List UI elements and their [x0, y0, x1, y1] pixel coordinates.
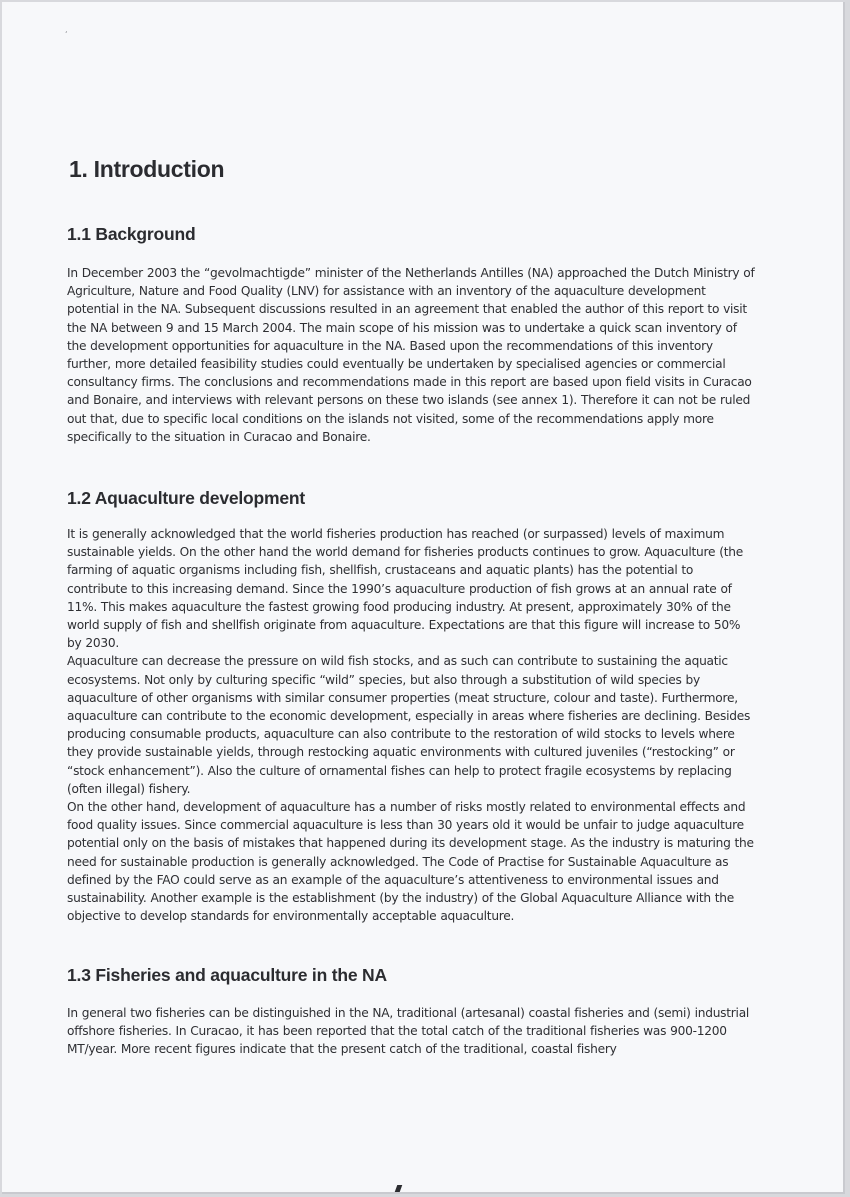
paragraph: In December 2003 the “gevolmachtigde” minister of the Netherlands Antilles (NA) approached the Dutch Ministry of Agriculture, Nature and Food Quality (LNV) for assistance with an inventory of the aquaculture development potential in the NA. Subsequent discussions resulted in an agreement that enabled the author of this report to visit the NA between 9 and 15 March 2004. The main scope of his mission was to undertake a quick scan inventory of the development opportunities for aquaculture in the NA. Based upon the recommendations of this inventory further, more detailed feasibility studies could eventually be undertaken by specialised agencies or commercial consultancy firms. The conclusions and recommendations made in this report are based upon field visits in Curacao and Bonaire, and interviews with relevant persons on these two islands (see annex 1). Therefore it can not be ruled out that, due to specific local conditions on the islands not visited, some of the recommendations apply more specifically to the situation in Curacao and Bonaire.: [67, 266, 755, 444]
chapter-title: 1. Introduction: [69, 156, 225, 182]
section-heading-fisheries-na: 1.3 Fisheries and aquaculture in the NA: [67, 964, 387, 985]
section-body-aquaculture-development: [67, 525, 757, 925]
section-body-background: [67, 264, 757, 446]
scan-edge-mark: [395, 1185, 403, 1192]
section-body-fisheries-na: [67, 1004, 757, 1059]
section-heading-background: 1.1 Background: [67, 224, 196, 244]
page-content: [67, 154, 757, 1058]
paragraph: In general two fisheries can be distinguished in the NA, traditional (artesanal) coastal fisheries and (semi) industrial offshore fisheries. In Curacao, it has been reported that the total catch of the traditional fisheries was 900-1200 MT/year. More recent figures indicate that the present catch of the traditional, coastal fishery: [67, 1005, 750, 1056]
document-page: [2, 2, 845, 1194]
section-heading-aquaculture-development: 1.2 Aquaculture development: [67, 488, 306, 509]
paragraph: It is generally acknowledged that the world fisheries production has reached (or surpassed) levels of maximum sustainable yields. On the other hand the world demand for fisheries products continues to grow. Aquaculture (the farming of aquatic organisms including fish, shellfish, crustaceans and aquatic plants) has the potential to contribute to this increasing demand. Since the 1990’s aquaculture production of fish grows at an annual rate of 11%. This makes aquaculture the fastest growing food producing industry. At present, approximately 30% of the world supply of fish and shellfish originate from aquaculture. Expectations are that this figure will increase to 50% by 2030.: [67, 527, 743, 651]
scan-speck: ‘: [65, 30, 68, 39]
paragraph: On the other hand, development of aquaculture has a number of risks mostly related to environmental effects and food quality issues. Since commercial aquaculture is less than 30 years old it would be unfair to judge aquaculture potential only on the basis of mistakes that happened during its development stage. As the industry is maturing the need for sustainable production is generally acknowledged. The Code of Practise for Sustainable Aquaculture as defined by the FAO could serve as an example of the aquaculture’s attentiveness to environmental issues and sustainability. Another example is the establishment (by the industry) of the Global Aquaculture Alliance with the objective to develop standards for environmentally acceptable aquaculture.: [67, 800, 754, 924]
paragraph: Aquaculture can decrease the pressure on wild fish stocks, and as such can contribute to sustaining the aquatic ecosystems. Not only by culturing specific “wild” species, but also through a substitution of wild species by aquaculture of other organisms with similar consumer properties (meat structure, colour and taste). Furthermore, aquaculture can contribute to the economic development, especially in areas where fisheries are declining. Besides producing consumable products, aquaculture can also contribute to the restoration of wild stocks to levels where they provide sustainable yields, through restocking aquatic environments with cultured juveniles (“restocking” or “stock enhancement”). Also the culture of ornamental fishes can help to protect fragile ecosystems by replacing (often illegal) fishery.: [67, 654, 751, 796]
